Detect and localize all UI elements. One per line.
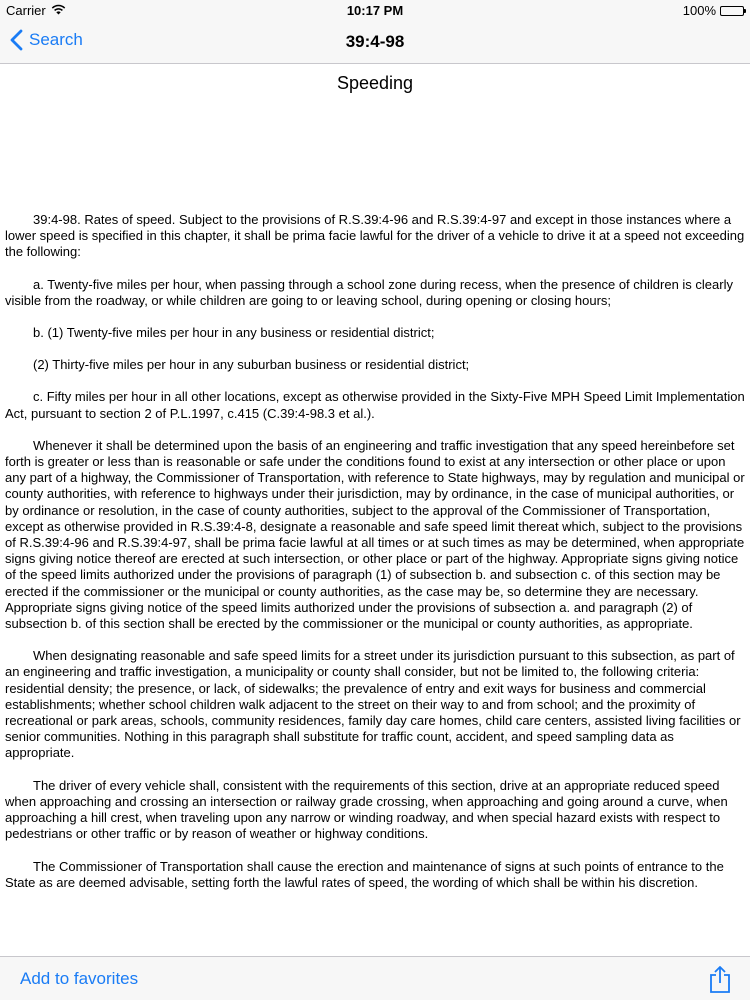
document-paragraph: Whenever it shall be determined upon the basis of an engineering and traffic investigation that any speed hereinbefore set forth is greater or less than is reasonable or safe under the conditions found to exist at any intersection or other place or upon any part of a highway, the Commissioner of Transportation, with reference to State highways, may by regulation and municipal or county authorities, with reference to highways under their jurisdiction, may by ordinance, in the case of municipal authorities, or by ordinance or resolution, in the case of county authorities, subject to the approval of the Commissioner of Transportation, except as otherwise provided in R.S.39:4-8, designate a reasonable and safe speed limit thereat which, subject to the provisions of R.S.39:4-96 and R.S.39:4-97, shall be prima facie lawful at all times or at such times as may be determined, when appropriate signs giving notice thereof are erected at such intersection, or other place or part of the highway. Appropriate signs giving notice of the speed limits authorized under the provisions of paragraph (1) of subsection b. and subsection c. of this section may be erected if the commissioner or the municipal or county authorities, as the case may be, so determine they are necessary. Appropriate signs giving notice of the speed limits authorized under the provisions of subsection a. and paragraph (2) of subsection b. of this section shall be erected by the commissioner or the municipal or county authorities, as appropriate. — [5, 437, 745, 632]
document-paragraph: 39:4-98. Rates of speed. Subject to the provisions of R.S.39:4-96 and R.S.39:4-97 and except in those instances where a lower speed is specified in this chapter, it shall be prima facie lawful for the driver of a vehicle to drive it at a speed not exceeding the following: — [5, 212, 745, 260]
battery-percent: 100% — [682, 3, 716, 18]
document-paragraph: a. Twenty-five miles per hour, when passing through a school zone during recess, when the presence of children is clearly visible from the roadway, or while children are going to or leaving school, during opening or closing hours; — [5, 276, 733, 308]
document-paragraph: b. (1) Twenty-five miles per hour in any business or residential district; — [33, 325, 435, 341]
add-to-favorites-button[interactable]: Add to favorites — [20, 969, 139, 988]
document-paragraph: c. Fifty miles per hour in all other locations, except as otherwise provided in the Sixty-Five MPH Speed Limit Implementation Act, pursuant to section 2 of P.L.1997, c.415 (C.39:4-98.3 et al.). — [5, 389, 745, 421]
document-paragraph: (2) Thirty-five miles per hour in any suburban business or residential district; — [33, 357, 470, 373]
share-icon — [708, 980, 732, 997]
status-bar — [0, 0, 750, 22]
status-right — [683, 3, 744, 18]
document-heading: Speeding — [336, 73, 414, 93]
document-paragraph: The Commissioner of Transportation shall cause the erection and maintenance of signs at such points of entrance to the State as are deemed advisable, setting forth the lawful rates of speed, the wording of which shall be within his discretion. — [5, 858, 724, 890]
document-body — [5, 212, 745, 907]
document-paragraph: When designating reasonable and safe speed limits for a street under its jurisdiction pursuant to this subsection, as part of an engineering and traffic investigation, a municipality or county shall consider, but not be limited to, the following criteria: residential density; the presence, or lack, of sidewalks; the prevalence of entry and exit ways for business and commercial establishments; whether school children walk adjacent to the street on their way to and from school; and the proximity of recreational or park areas, schools, community residences, family day care homes, child care centers, assisted living facilities or senior communities. Nothing in this paragraph shall substitute for traffic count, accident, and speed sampling data as appropriate. — [5, 648, 741, 761]
bottom-toolbar — [0, 956, 750, 1000]
share-button[interactable] — [708, 965, 732, 993]
document-paragraph: The driver of every vehicle shall, consistent with the requirements of this section, drive at an appropriate reduced speed when approaching and crossing an intersection or railway grade crossing, when approaching and going around a curve, when approaching a hill crest, when traveling upon any narrow or winding roadway, and when special hazard exists with respect to pedestrians or other traffic or by reason of weather or highway conditions. — [5, 777, 728, 842]
carrier-label: Carrier — [6, 3, 46, 18]
document-view[interactable] — [0, 64, 750, 956]
navigation-bar — [0, 22, 750, 64]
battery-icon — [720, 6, 744, 16]
status-time: 10:17 PM — [346, 3, 404, 18]
back-button-label: Search — [29, 30, 83, 49]
page-title: 39:4-98 — [345, 32, 405, 51]
